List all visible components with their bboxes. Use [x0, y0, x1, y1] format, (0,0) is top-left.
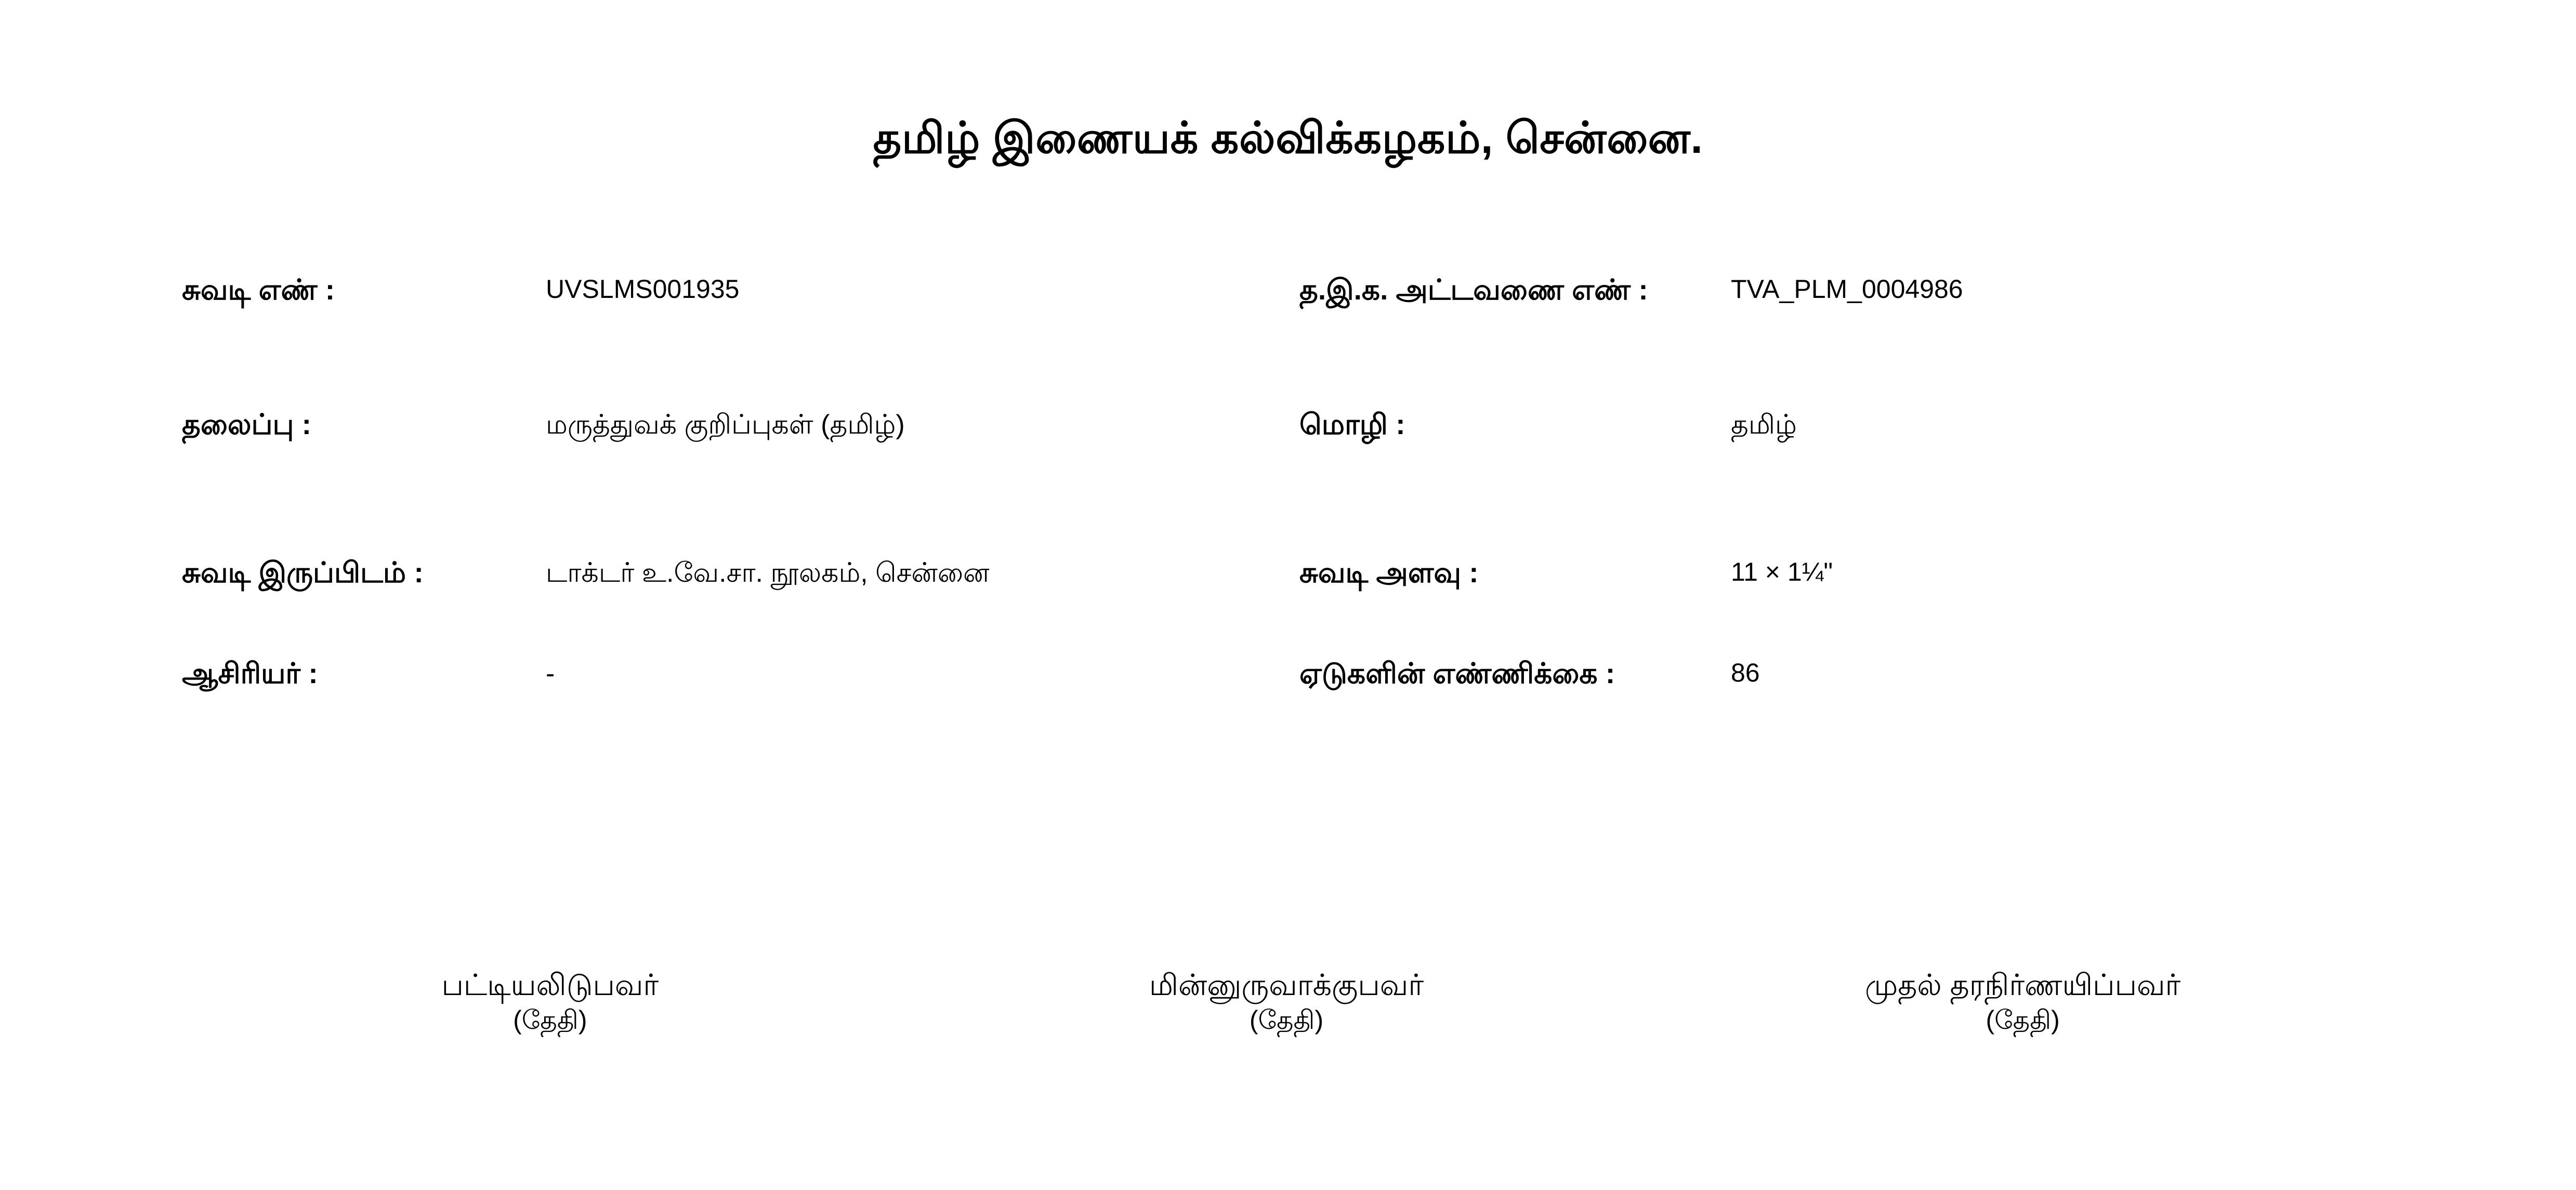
- row-spacer: [182, 592, 2391, 654]
- signature-date-label: (தேதி): [1249, 1005, 1324, 1035]
- metadata-field-leaf-count: [1299, 654, 2391, 692]
- signature-block-digitiser: [918, 967, 1655, 1037]
- field-label: ஆசிரியர் :: [182, 657, 318, 689]
- field-label: சுவடி அளவு :: [1299, 556, 1479, 589]
- manuscript-metadata: [182, 270, 2391, 692]
- row-spacer: [182, 309, 2391, 405]
- metadata-field-size: [1299, 553, 2391, 592]
- metadata-field-author: [182, 654, 1299, 692]
- field-value: 11 × 1¼": [1731, 557, 1833, 586]
- field-label: மொழி :: [1299, 408, 1405, 441]
- signature-role: மின்னுருவாக்குபவர்: [1149, 969, 1424, 1002]
- field-value: UVSLMS001935: [546, 274, 740, 304]
- signature-role: பட்டியலிடுபவர்: [441, 969, 659, 1002]
- field-value: -: [546, 658, 555, 689]
- field-value: தமிழ்: [1731, 410, 1797, 440]
- signature-role: முதல் தரநிர்ணயிப்பவர்: [1865, 969, 2181, 1002]
- metadata-row: [182, 654, 2391, 692]
- signature-block-first-quality-checker: [1654, 967, 2391, 1037]
- field-value: 86: [1731, 658, 1760, 687]
- field-value: TVA_PLM_0004986: [1731, 274, 1963, 304]
- metadata-field-location: [182, 553, 1299, 592]
- field-label: சுவடி இருப்பிடம் :: [182, 556, 424, 589]
- signature-date-label: (தேதி): [513, 1005, 587, 1035]
- metadata-field-catalogue-number: [1299, 270, 2391, 309]
- page-title: தமிழ் இணையக் கல்விக்கழகம், சென்னை.: [873, 113, 1703, 162]
- field-label: சுவடி எண் :: [182, 273, 335, 306]
- field-value: மருத்துவக் குறிப்புகள் (தமிழ்): [546, 410, 905, 440]
- field-label: ஏடுகளின் எண்ணிக்கை :: [1299, 657, 1615, 689]
- signature-row: [182, 967, 2391, 1037]
- metadata-row: [182, 553, 2391, 592]
- metadata-row: [182, 405, 2391, 443]
- metadata-field-title: [182, 405, 1299, 443]
- metadata-field-manuscript-number: [182, 270, 1299, 309]
- metadata-row: [182, 270, 2391, 309]
- field-label: த.இ.க. அட்டவணை எண் :: [1299, 273, 1648, 306]
- field-label: தலைப்பு :: [182, 408, 311, 441]
- signature-date-label: (தேதி): [1986, 1005, 2060, 1035]
- row-spacer: [182, 444, 2391, 553]
- field-value: டாக்டர் உ.வே.சா. நூலகம், சென்னை: [546, 557, 990, 588]
- signature-block-cataloguer: [182, 967, 918, 1037]
- metadata-field-language: [1299, 405, 2391, 443]
